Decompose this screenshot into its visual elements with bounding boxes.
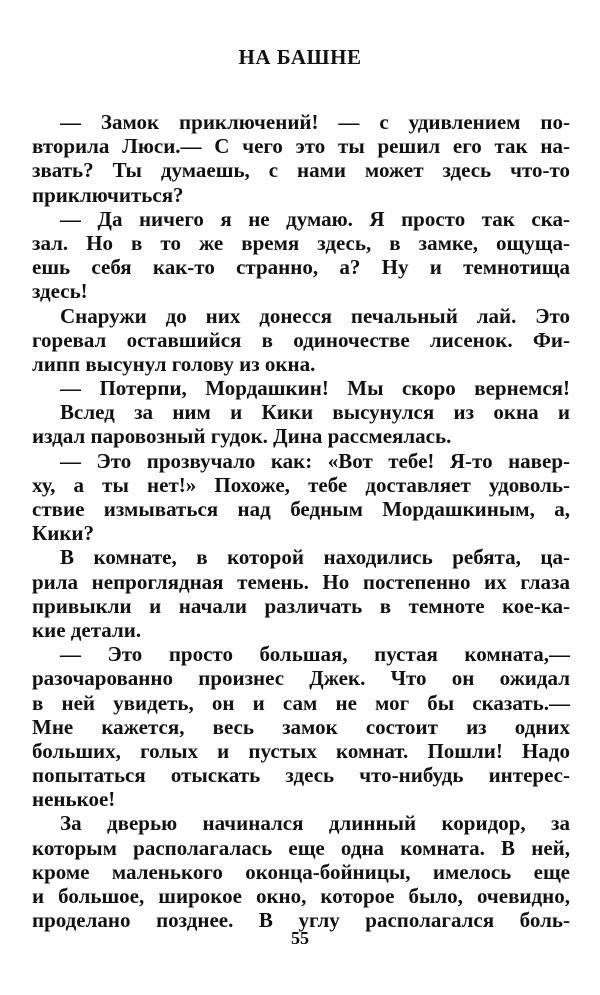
- text-line: В комнате, в которой находились ребята, ца-: [60, 545, 570, 570]
- chapter-title: НА БАШНЕ: [238, 45, 362, 69]
- page-number: 55: [291, 928, 309, 948]
- text-line: ешь себя как-то странно, а? Ну и темнотища: [32, 255, 570, 280]
- text-line: попытаться отыскать здесь что-нибудь интерес-: [32, 763, 570, 788]
- text-line: вторила Люси.— С чего это ты решил его так на-: [32, 134, 570, 159]
- text-line: зал. Но в то же время здесь, в замке, ощуща-: [32, 230, 570, 255]
- text-line: Снаружи до них донесся печальный лай. Это: [60, 303, 570, 328]
- text-line: горевал оставшийся в одиночестве лисенок. Фи-: [32, 327, 570, 352]
- text-line: ствие измываться над бедным Мордашкиным, а,: [32, 497, 570, 521]
- text-line: — Это прозвучало как: «Вот тебе! Я-то навер-: [60, 448, 570, 473]
- text-line: — Это просто большая, пустая комната,—: [60, 642, 570, 667]
- text-line: Кики?: [32, 521, 95, 546]
- text-line: ненькое!: [32, 787, 116, 812]
- text-line: За дверью начинался длинный коридор, за: [60, 811, 570, 836]
- text-line: липп высунул голову из окна.: [32, 351, 316, 376]
- body-text: [32, 110, 570, 932]
- text-line: в ней увидеть, он и сам не мог бы сказать.—: [32, 690, 570, 715]
- text-line: ху, а ты нет!» Похоже, тебе доставляет удоволь-: [32, 472, 570, 497]
- text-line: привыкли и начали различать в темноте кое-ка-: [32, 593, 570, 618]
- text-line: кие детали.: [32, 617, 142, 642]
- text-line: рила непроглядная темень. Но постепенно их глаза: [32, 569, 570, 594]
- text-line: Мне кажется, весь замок состоит из одних: [32, 714, 570, 739]
- text-line: проделано позднее. В углу располагался боль-: [32, 908, 570, 933]
- text-line: — Замок приключений! — с удивлением по-: [60, 110, 570, 134]
- text-line: больших, голых и пустых комнат. Пошли! Надо: [32, 738, 570, 763]
- text-line: которым располагалась еще одна комната. В ней,: [32, 835, 570, 860]
- text-line: Вслед за ним и Кики высунулся из окна и: [60, 400, 570, 425]
- text-line: кроме маленького оконца-бойницы, имелось еще: [32, 859, 570, 884]
- text-line: разочарованно произнес Джек. Что он ожидал: [32, 666, 570, 691]
- text-line: — Да ничего я не думаю. Я просто так ска-: [60, 206, 570, 231]
- text-line: издал паровозный гудок. Дина рассмеялась.: [32, 424, 452, 449]
- text-line: — Потерпи, Мордашкин! Мы скоро вернемся!: [60, 376, 570, 401]
- text-line: звать? Ты думаешь, с нами может здесь что-то: [32, 158, 570, 183]
- text-line: здесь!: [32, 279, 88, 304]
- text-line: приключиться?: [32, 182, 184, 207]
- text-line: и большое, широкое окно, которое было, очевидно,: [32, 884, 570, 908]
